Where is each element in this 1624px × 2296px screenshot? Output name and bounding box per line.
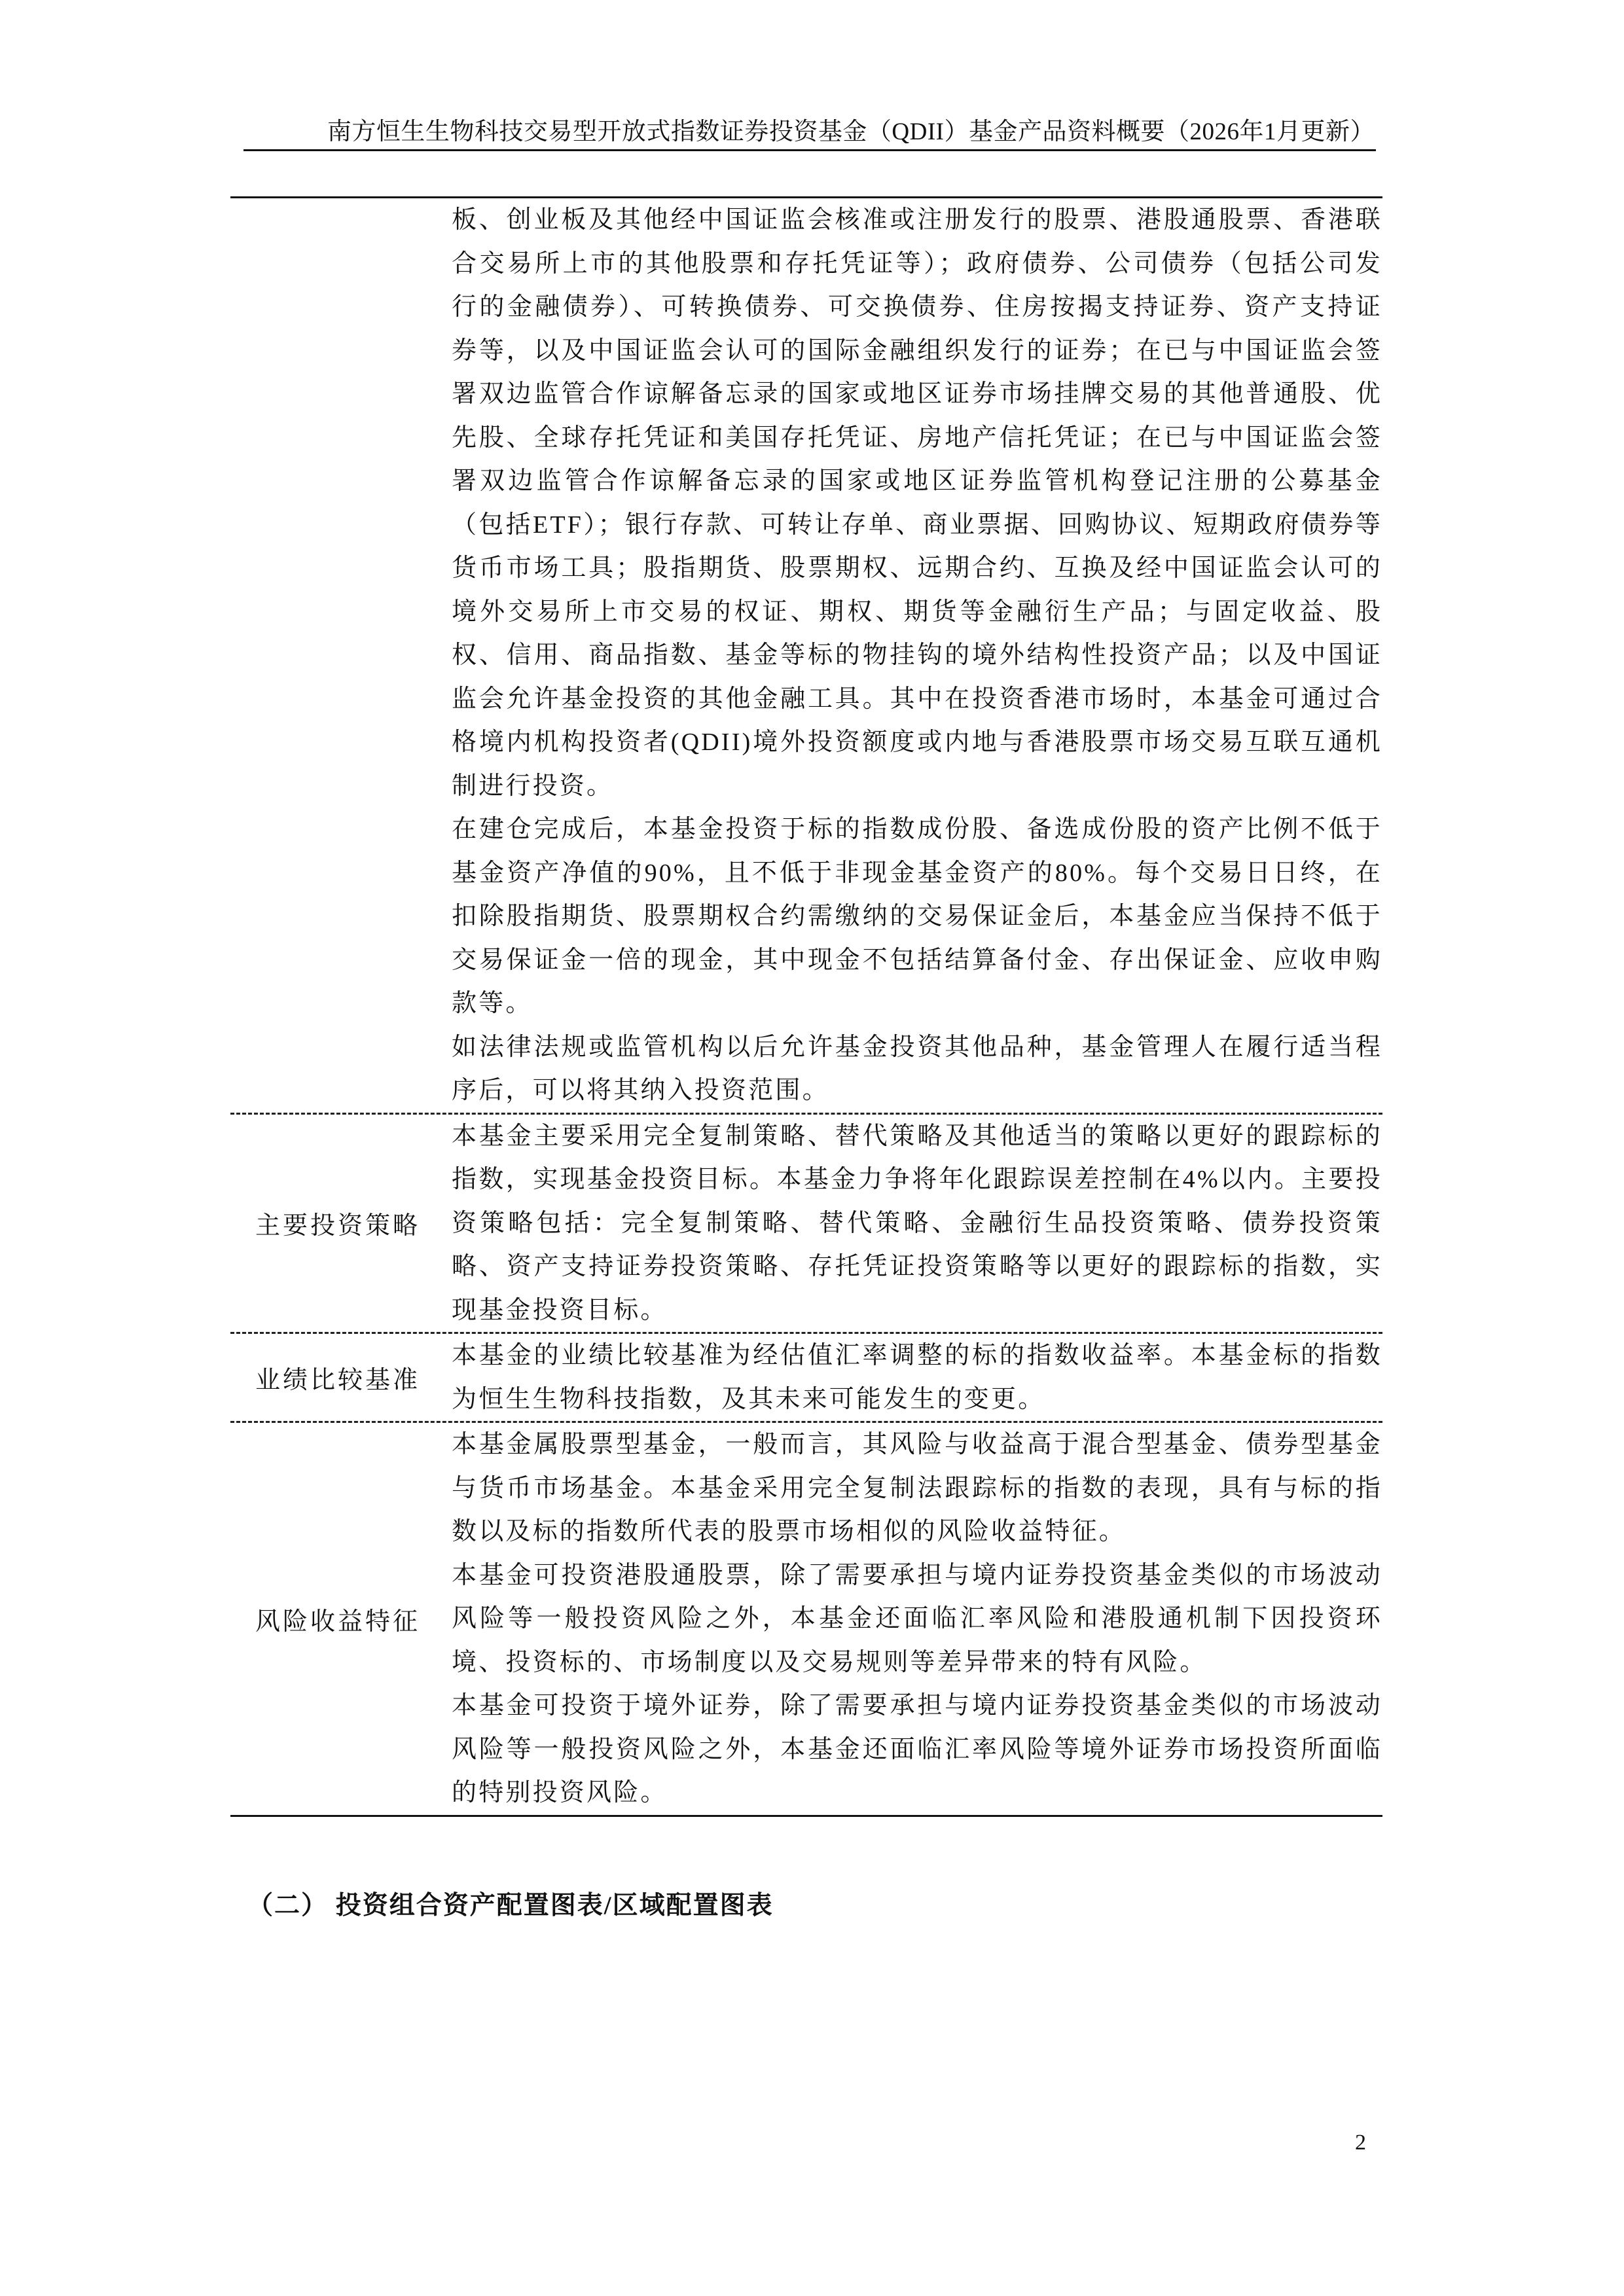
row-content [445,1423,1382,1815]
row-label: 主要投资策略 [255,1212,420,1240]
page-number: 2 [1355,2130,1366,2155]
row-label [230,198,445,1113]
paragraph: 本基金可投资港股通股票，除了需要承担与境内证券投资基金类似的市场波动风险等一般投资风险之外，本基金还面临汇率风险和港股通机制下因投资环境、投资标的、市场制度以及交易规则等差异带来的特有风险。 [452,1561,1382,1676]
paragraph: 板、创业板及其他经中国证监会核准或注册发行的股票、港股通股票、香港联合交易所上市的其他股票和存托凭证等）；政府债券、公司债券（包括公司发行的金融债券）、可转换债券、可交换债券、住房按揭支持证券、资产支持证券等，以及中国证监会认可的国际金融组织发行的证券；在已与中国证监会签署双边监管合作谅解备忘录的国家或地区证券市场挂牌交易的其他普通股、优先股、全球存托凭证和美国存托凭证、房地产信托凭证；在已与中国证监会签署双边监管合作谅解备忘录的国家或地区证券监管机构登记注册的公募基金（包括ETF）；银行存款、可转让存单、商业票据、回购协议、短期政府债券等货币市场工具；股指期货、股票期权、远期合约、互换及经中国证监会认可的境外交易所上市交易的权证、期权、期货等金融衍生产品；与固定收益、股权、信用、商品指数、基金等标的物挂钩的境外结构性投资产品；以及中国证监会允许基金投资的其他金融工具。其中在投资香港市场时，本基金可通过合格境内机构投资者(QDII)境外投资额度或内地与香港股票市场交易互联互通机制进行投资。 [452,206,1382,800]
paragraph: 如法律法规或监管机构以后允许基金投资其他品种，基金管理人在履行适当程序后，可以将其纳入投资范围。 [452,1033,1382,1104]
fund-info-table [230,196,1382,1817]
row-content [445,198,1382,1113]
row-content [445,1334,1382,1421]
row-label: 风险收益特征 [255,1607,420,1636]
section-heading: （二） 投资组合资产配置图表/区域配置图表 [247,1892,774,1920]
row-content [445,1115,1382,1333]
paragraph: 在建仓完成后，本基金投资于标的指数成份股、备选成份股的资产比例不低于基金资产净值的90%，且不低于非现金基金资产的80%。每个交易日日终，在扣除股指期货、股票期权合约需缴纳的交易保证金后，本基金应当保持不低于交易保证金一倍的现金，其中现金不包括结算备付金、存出保证金、应收申购款等。 [452,816,1382,1017]
table-row-investment-scope [230,198,1382,1113]
paragraph: 本基金主要采用完全复制策略、替代策略及其他适当的策略以更好的跟踪标的指数，实现基金投资目标。本基金力争将年化跟踪误差控制在4%以内。主要投资策略包括：完全复制策略、替代策略、金融衍生品投资策略、债券投资策略、资产支持证券投资策略、存托凭证投资策略等以更好的跟踪标的指数，实现基金投资目标。 [452,1122,1382,1324]
paragraph: 本基金属股票型基金，一般而言，其风险与收益高于混合型基金、债券型基金与货币市场基金。本基金采用完全复制法跟踪标的指数的表现，具有与标的指数以及标的指数所代表的股票市场相似的风险收益特征。 [452,1431,1382,1545]
paragraph: 本基金可投资于境外证券，除了需要承担与境内证券投资基金类似的市场波动风险等一般投资风险之外，本基金还面临汇率风险等境外证券市场投资所面临的特别投资风险。 [452,1692,1382,1806]
table-row-benchmark [230,1332,1382,1421]
table-row-risk-return [230,1421,1382,1817]
table-row-main-strategy [230,1113,1382,1333]
document-header-title: 南方恒生生物科技交易型开放式指数证券投资基金（QDII）基金产品资料概要（2026年1月更新） [327,118,1375,145]
row-label: 业绩比较基准 [255,1367,420,1394]
paragraph: 本基金的业绩比较基准为经估值汇率调整的标的指数收益率。本基金标的指数为恒生生物科技指数，及其未来可能发生的变更。 [452,1342,1382,1413]
header-rule [244,149,1376,151]
